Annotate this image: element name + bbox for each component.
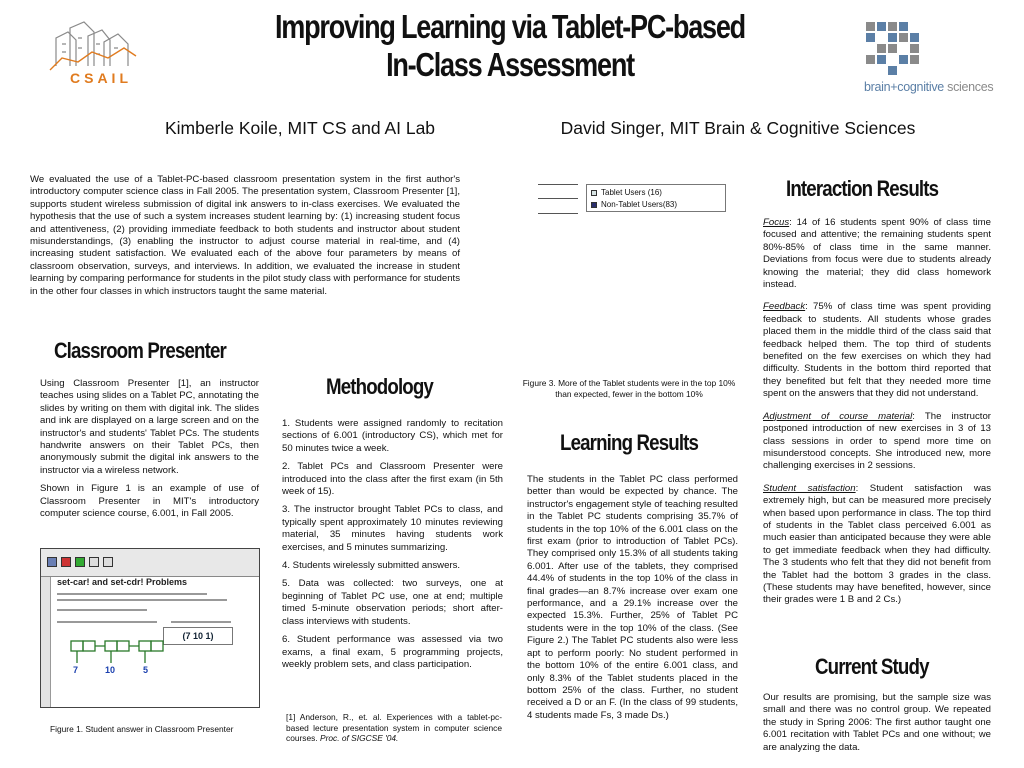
legend-swatch-nontablet bbox=[591, 202, 597, 208]
classroom-presenter-p1: Using Classroom Presenter [1], an instructor teaches using slides on a Tablet PC, annotating the slides by writing on them with digital ink. The slides and ink are displayed on a large screen and on the instructor's and students' Tablet PCs. The students handwrite answers on their Tablet PCs, then anonymously submit the digital ink answers to the instructor via a wireless network. bbox=[40, 378, 259, 476]
adjustment-label: Adjustment of course material bbox=[763, 410, 913, 422]
figure-1-caption: Figure 1. Student answer in Classroom Presenter bbox=[50, 724, 234, 734]
figure-tool-icon bbox=[89, 557, 99, 567]
csail-logo-text: CSAIL bbox=[70, 70, 132, 86]
figure-box-pointer-diagram bbox=[65, 637, 205, 687]
figure-text-line bbox=[171, 621, 231, 623]
methodology-item: 2. Tablet PCs and Classroom Presenter were introduced into the class after the first exam (in 5th week of 15). bbox=[282, 461, 503, 498]
figure-slide-title: set-car! and set-cdr! Problems bbox=[57, 577, 188, 587]
figure-tool-icon bbox=[75, 557, 85, 567]
reference bbox=[286, 712, 502, 744]
bcs-logo-text bbox=[864, 80, 993, 94]
adjustment-text: : The instructor postponed introduction of new exercises in 3 of 13 class sessions in order to spend more time on misunderstood concepts. She introduced new, more challenging exercises in 2 sessions. bbox=[763, 410, 991, 472]
classroom-presenter-heading: Classroom Presenter bbox=[54, 338, 226, 363]
methodology-item: 3. The instructor brought Tablet PCs to class, and typically spent approximately 10 minutes reviewing material, 35 minutes having students work exercises, and 5 minutes summarizing. bbox=[282, 504, 503, 553]
figure-3-caption-line2: than expected, fewer in the bottom 10% bbox=[555, 388, 703, 399]
learning-results-text: The students in the Tablet PC class performed better than would be expected by chance. The instructor's engagement style of teaching resulted in the Tablet PC students comprising 35.7% of students in the top 10% of the 6.001 class on the first exam (prior to introduction of Tablet PCs). They comprised only 15.3% of all students taking 6.001. After use of the tablets, they comprised 44.4% of students in the top 10% of the class in final grades—an 8.7% increase over exam one performance, and a 29.1% increase over the expected 15.3%. Further, 25% of Tablet PC students were in the top 10% of the class. (See Figure 2.) The Tablet PC students also were less apt to perform poorly: No student performed in the bottom 10% of the entire 6.001 class, and only 8.3% of the Tablet students placed in the bottom 25% of the class. Further, no student received a D or an F. (In the class of 99 students, 4 students made Fs, 3 made Ds.) bbox=[527, 474, 738, 721]
figure-text-line bbox=[57, 621, 157, 623]
classroom-presenter-text bbox=[40, 378, 259, 526]
satisfaction-text: : Student satisfaction was extremely high, but can be measured more precisely when based upon performance in class. The top third of students in the Tablet class perceived 6.001 as much easier than anticipated because they were able to get immediate feedback when they had difficulty. The 3 students who felt that they did not benefit from the Tablet had the bottom 3 grades in the class. (These students may have benefited, however, since their grades were 1 B and 2 Cs.) bbox=[763, 482, 991, 606]
satisfaction-paragraph bbox=[763, 483, 991, 607]
figure-tool-icon bbox=[47, 557, 57, 567]
svg-text:7: 7 bbox=[73, 665, 79, 675]
figure-slide-strip bbox=[41, 577, 51, 707]
title-line-2: In-Class Assessment bbox=[386, 46, 634, 83]
focus-label: Focus bbox=[763, 217, 790, 228]
figure-3-caption bbox=[518, 378, 740, 399]
focus-paragraph bbox=[763, 217, 991, 291]
bcs-text-a: brain+cognitive bbox=[864, 80, 944, 94]
legend-entry-tablet bbox=[591, 188, 662, 198]
figure-text-line bbox=[57, 609, 147, 611]
interaction-results-heading: Interaction Results bbox=[786, 176, 939, 201]
figure-tool-icon bbox=[103, 557, 113, 567]
satisfaction-label: Student satisfaction bbox=[763, 482, 856, 494]
chart-rule bbox=[538, 213, 578, 214]
legend-count-nontablet: (83) bbox=[662, 200, 678, 209]
chart-rule bbox=[538, 184, 578, 185]
focus-text: : 14 of 16 students spent 90% of class time focused and attentive; the remaining students spent 80%-85% of class time in the same manner. Deviations from focus were due to students already knowing the material; they did class homework instead. bbox=[763, 217, 991, 291]
csail-logo bbox=[48, 18, 140, 90]
author-right: David Singer, MIT Brain & Cognitive Sciences bbox=[560, 118, 916, 138]
figure-1-screenshot bbox=[40, 548, 260, 708]
methodology-item: 4. Students wirelessly submitted answers. bbox=[282, 560, 461, 572]
svg-text:10: 10 bbox=[105, 665, 116, 675]
author-left: Kimberle Koile, MIT CS and AI Lab bbox=[164, 118, 436, 138]
adjustment-paragraph bbox=[763, 411, 991, 473]
chart-legend bbox=[538, 182, 688, 220]
reference-venue: Proc. of SIGCSE '04. bbox=[319, 733, 399, 743]
classroom-presenter-p2: Shown in Figure 1 is an example of use of Classroom Presenter in MIT's introductory computer science course, 6.001, in Fall 2005. bbox=[40, 483, 259, 520]
methodology-list bbox=[282, 418, 503, 677]
title-line-1: Improving Learning via Tablet-PC-based bbox=[274, 8, 745, 45]
chart-rule bbox=[538, 198, 578, 199]
feedback-label: Feedback bbox=[763, 301, 806, 313]
legend-swatch-tablet bbox=[591, 190, 597, 196]
figure-tool-icon bbox=[61, 557, 71, 567]
current-study-text: Our results are promising, but the sample size was small and there was no control group. We repeated the study in Spring 2006: The first author taught one 6.001 recitation with Tablet PCs and one without; we are analyzing the data. bbox=[763, 692, 991, 753]
feedback-text: : 75% of class time was spent providing feedback to students. All students whose grades placed them in the middle third of the class said that feedback helped them. The top third of students benefited on the few exercises on which they had difficulty. Students in the bottom third reported that they benefited but felt that they needed more time spent on the answers that they did not understand. bbox=[763, 301, 991, 400]
figure-text-line bbox=[57, 593, 207, 595]
bcs-logo bbox=[862, 20, 1012, 96]
feedback-paragraph bbox=[763, 301, 991, 400]
bcs-text-b: sciences bbox=[947, 80, 994, 94]
figure-3-caption-line1: Figure 3. More of the Tablet students were in the top 10% bbox=[522, 378, 736, 388]
svg-text:5: 5 bbox=[143, 665, 149, 675]
interaction-results-text bbox=[763, 217, 991, 613]
current-study-heading: Current Study bbox=[815, 654, 929, 679]
figure-answer: (7 10 1) bbox=[163, 627, 233, 645]
bcs-grid-icon bbox=[866, 20, 938, 80]
legend-entry-nontablet bbox=[591, 200, 677, 210]
abstract: We evaluated the use of a Tablet-PC-based classroom presentation system in the first author's introductory computer science class in Fall 2005. The presentation system, Classroom Presenter [1], supports student wireless submission of digital ink answers to in-class exercises. We evaluated the hypothesis that the use of such a system increases student learning by: (1) increasing student focus and attentiveness, (2) providing immediate feedback to both students and instructor about student misunderstandings, (3) enabling the instructor to adjust course material in real-time, and (4) increasing student satisfaction. We evaluated each of the above four parameters by means of classroom observation, surveys, and interviews. In addition, we evaluated the increase in student learning by comparing performance for students in the pilot study class with performance for students in the other four classes in which instructors taught the same material. bbox=[30, 174, 460, 297]
legend-label-nontablet: Non-Tablet Users bbox=[601, 200, 663, 209]
figure-text-line bbox=[57, 599, 227, 601]
learning-results-heading: Learning Results bbox=[560, 430, 699, 455]
methodology-item: 5. Data was collected: two surveys, one at beginning of Tablet PC use, one at end; multiple timed 5-minute observation periods; short after-class interviews with students. bbox=[282, 578, 503, 627]
legend-count-tablet: (16) bbox=[647, 188, 662, 197]
legend-box bbox=[586, 184, 726, 212]
methodology-item: 1. Students were assigned randomly to recitation sections of 6.001 (introductory CS), which met for 50 minutes twice a week. bbox=[282, 418, 503, 454]
poster-title bbox=[207, 8, 814, 84]
methodology-heading: Methodology bbox=[326, 374, 433, 399]
methodology-item: 6. Student performance was assessed via two exams, a final exam, 5 programming projects, weekly problem sets, and class participation. bbox=[282, 634, 503, 670]
legend-label-tablet: Tablet Users bbox=[601, 188, 646, 197]
figure-toolbar bbox=[41, 549, 259, 577]
reference-text: [1] Anderson, R., et. al. Experiences with a tablet-pc-based lecture presentation system in computer science courses. bbox=[286, 712, 502, 743]
